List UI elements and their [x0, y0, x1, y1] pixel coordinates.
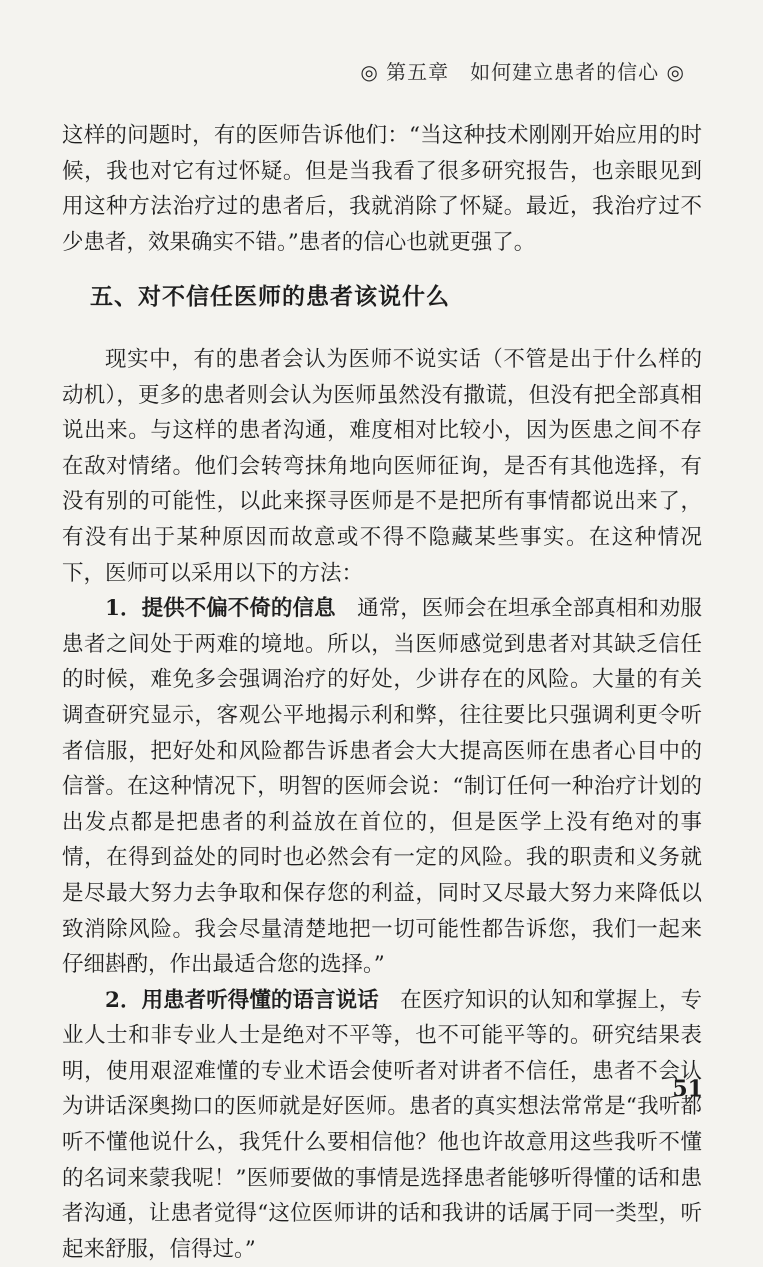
paragraph-point-1: [62, 591, 702, 983]
section-body: [62, 342, 702, 1267]
section-heading: 五、对不信任医师的患者该说什么: [90, 283, 450, 310]
paragraph-intro: 现实中，有的患者会认为医师不说实话（不管是出于什么样的动机），更多的患者则会认为医师虽然没有撒谎，但没有把全部真相说出来。与这样的患者沟通，难度相对比较小，因为医患之间不存在敌对情绪。他们会转弯抹角地向医师征询，是否有其他选择，有没有别的可能性，以此来探寻医师是不是把所有事情都说出来了，有没有出于某种原因而故意或不得不隐藏某些事实。在这种情况下，医师可以采用以下的方法：: [62, 347, 702, 586]
running-header: ◎ 第五章 如何建立患者的信心 ◎: [360, 60, 685, 84]
paragraph-text: 这样的问题时，有的医师告诉他们：“当这种技术刚刚开始应用的时候，我也对它有过怀疑。但是当我看了很多研究报告，也亲眼见到用这种方法治疗过的患者后，我就消除了怀疑。最近，我治疗过不少患者，效果确实不错。”患者的信心也就更强了。: [62, 123, 702, 255]
point-1-body: 通常，医师会在坦承全部真相和劝服患者之间处于两难的境地。所以，当医师感觉到患者对其缺乏信任的时候，难免多会强调治疗的好处，少讲存在的风险。大量的有关调查研究显示，客观公平地揭示利和弊，往往要比只强调利更令听者信服，把好处和风险都告诉患者会大大提高医师在患者心目中的信誉。在这种情况下，明智的医师会说：“制订任何一种治疗计划的出发点都是把患者的利益放在首位的，但是医学上没有绝对的事情，在得到益处的同时也必然会有一定的风险。我的职责和义务就是尽最大努力去争取和保存您的利益，同时又尽最大努力来降低以致消除风险。我会尽量清楚地把一切可能性都告诉您，我们一起来仔细斟酌，作出最适合您的选择。”: [62, 596, 702, 978]
paragraph-point-2: [62, 983, 702, 1267]
paragraph-continuation: [62, 118, 702, 260]
point-2-title: 2．用患者听得懂的语言说话: [105, 987, 379, 1013]
page-number: 51: [672, 1076, 703, 1102]
point-1-title: 1．提供不偏不倚的信息: [105, 596, 336, 622]
point-2-body: 在医疗知识的认知和掌握上，专业人士和非专业人士是绝对不平等，也不可能平等的。研究结果表明，使用艰涩难懂的专业术语会使听者对讲者不信任，患者不会认为讲话深奥拗口的医师就是好医师。患者的真实想法常常是“我听都听不懂他说什么，我凭什么要相信他？他也许故意用这些我听不懂的名词来蒙我呢！”医师要做的事情是选择患者能够听得懂的话和患者沟通，让患者觉得“这位医师讲的话和我讲的话属于同一类型，听起来舒服，信得过。”: [62, 987, 702, 1262]
